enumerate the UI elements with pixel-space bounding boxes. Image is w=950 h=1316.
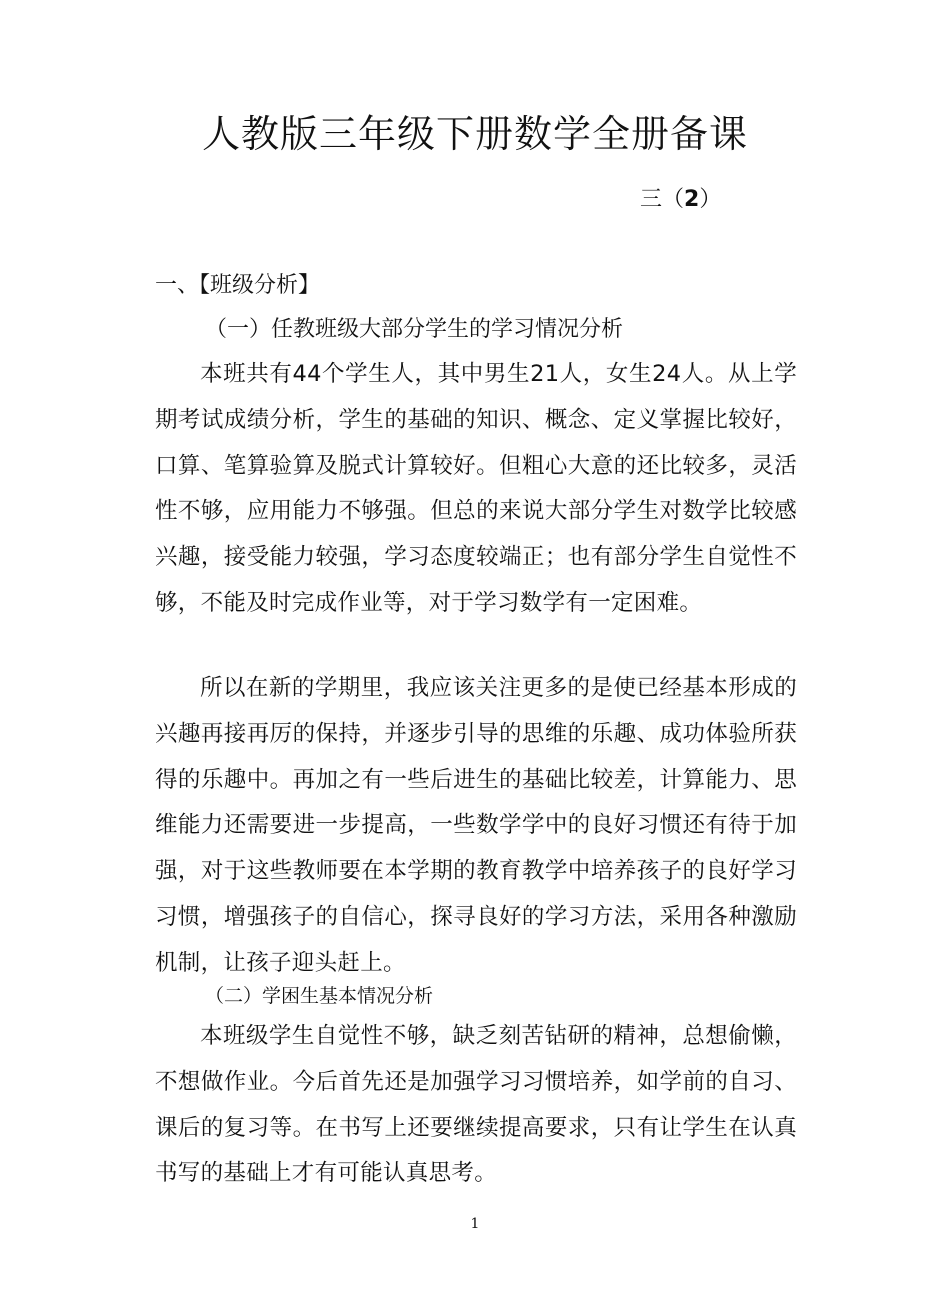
paragraph-struggling-students: 本班级学生自觉性不够，缺乏刻苦钻研的精神，总想偷懒，不想做作业。今后首先还是加强学习习惯培养，如学前的自习、课后的复习等。在书写上还要继续提高要求，只有让学生在认真书写的基础上才有可能认真思考。 bbox=[155, 1023, 797, 1187]
class-number: 2 bbox=[684, 187, 700, 212]
document-title: 人教版三年级下册数学全册备课 bbox=[201, 112, 748, 156]
subheading-learning-situation: （一）任教班级大部分学生的学习情况分析 bbox=[205, 317, 624, 342]
section-heading-class-analysis: 一、【班级分析】 bbox=[155, 273, 321, 298]
paragraph-new-semester-plan: 所以在新的学期里，我应该关注更多的是使已经基本形成的兴趣再接再厉的保持，并逐步引导的思维的乐趣、成功体验所获得的乐趣中。再加之有一些后进生的基础比较差，计算能力、思维能力还需要进一步提高，一些数学学中的良好习惯还有待于加强，对于这些教师要在本学期的教育教学中培养孩子的良好学习习惯，增强孩子的自信心，探寻良好的学习方法，采用各种激励机制，让孩子迎头赶上。 bbox=[155, 675, 797, 976]
class-label bbox=[640, 184, 721, 216]
class-label-suffix: ） bbox=[699, 187, 722, 212]
paragraph-class-overview: 本班共有44个学生人，其中男生21人，女生24人。从上学期考试成绩分析，学生的基础的知识、概念、定义掌握比较好，口算、笔算验算及脱式计算较好。但粗心大意的还比较多，灵活性不够，应用能力不够强。但总的来说大部分学生对数学比较感兴趣，接受能力较强，学习态度较端正；也有部分学生自觉性不够，不能及时完成作业等，对于学习数学有一定困难。 bbox=[155, 361, 797, 616]
page-number: 1 bbox=[470, 1216, 480, 1232]
class-label-prefix: 三（ bbox=[640, 187, 685, 212]
subheading-struggling-students: （二）学困生基本情况分析 bbox=[205, 985, 434, 1007]
